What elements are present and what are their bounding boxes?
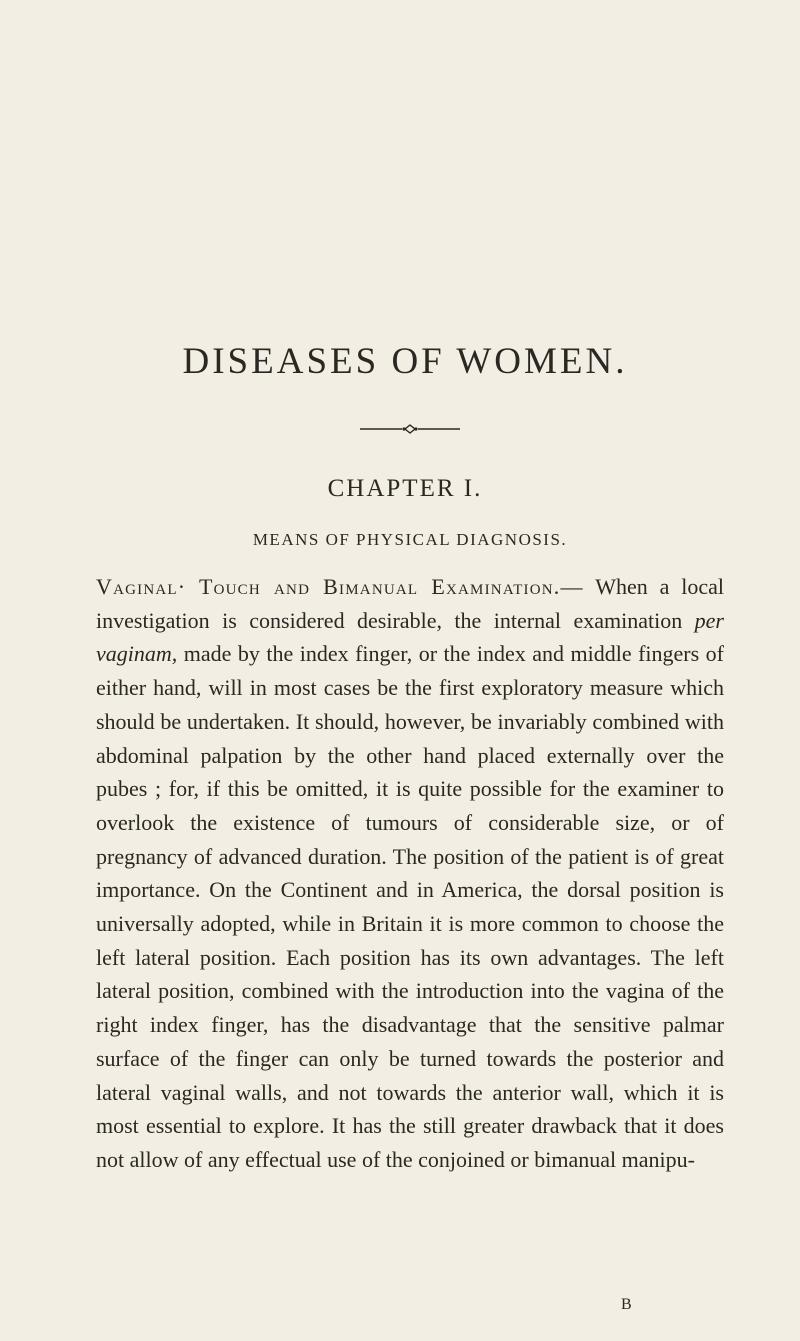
body-paragraph	[96, 570, 724, 1177]
signature-mark: B	[621, 1296, 632, 1313]
paragraph-text-part-2: made by the index finger, or the index and middle fingers of either hand, will in most cases be the first exploratory measure which should be undertaken. It should, however, be invariably combined with abdominal palpation by the other hand placed externally over the pubes ; for, if this be omitted, it is quite possible for the examiner to overlook the existence of tumours of considerable size, or of pregnancy of advanced duration. The position of the patient is of great importance. On the Continent and in America, the dorsal position is universally adopted, while in Britain it is more common to choose the left lateral position. Each position has its own advantages. The left lateral position, combined with the introduction into the vagina of the right index finger, has the disadvantage that the sensitive palmar surface of the finger can only be turned towards the posterior and lateral vaginal walls, and not towards the anterior wall, which it is most essential to explore. It has the still greater drawback that it does not allow of any effectual use of the conjoined or bimanual manipu-	[96, 641, 724, 1172]
italic-latin-phrase: per vaginam,	[96, 607, 724, 667]
section-heading: Vaginal· Touch and Bimanual Examination.—	[96, 574, 584, 599]
chapter-heading: CHAPTER I.	[327, 475, 483, 502]
book-title: DISEASES OF WOMEN.	[182, 341, 628, 382]
chapter-subtitle: MEANS OF PHYSICAL DIAGNOSIS.	[252, 530, 568, 549]
rule-with-diamond-icon	[360, 424, 460, 434]
paragraph-text-part-1: When a local investigation is considered desirable, the internal examination	[96, 574, 725, 633]
